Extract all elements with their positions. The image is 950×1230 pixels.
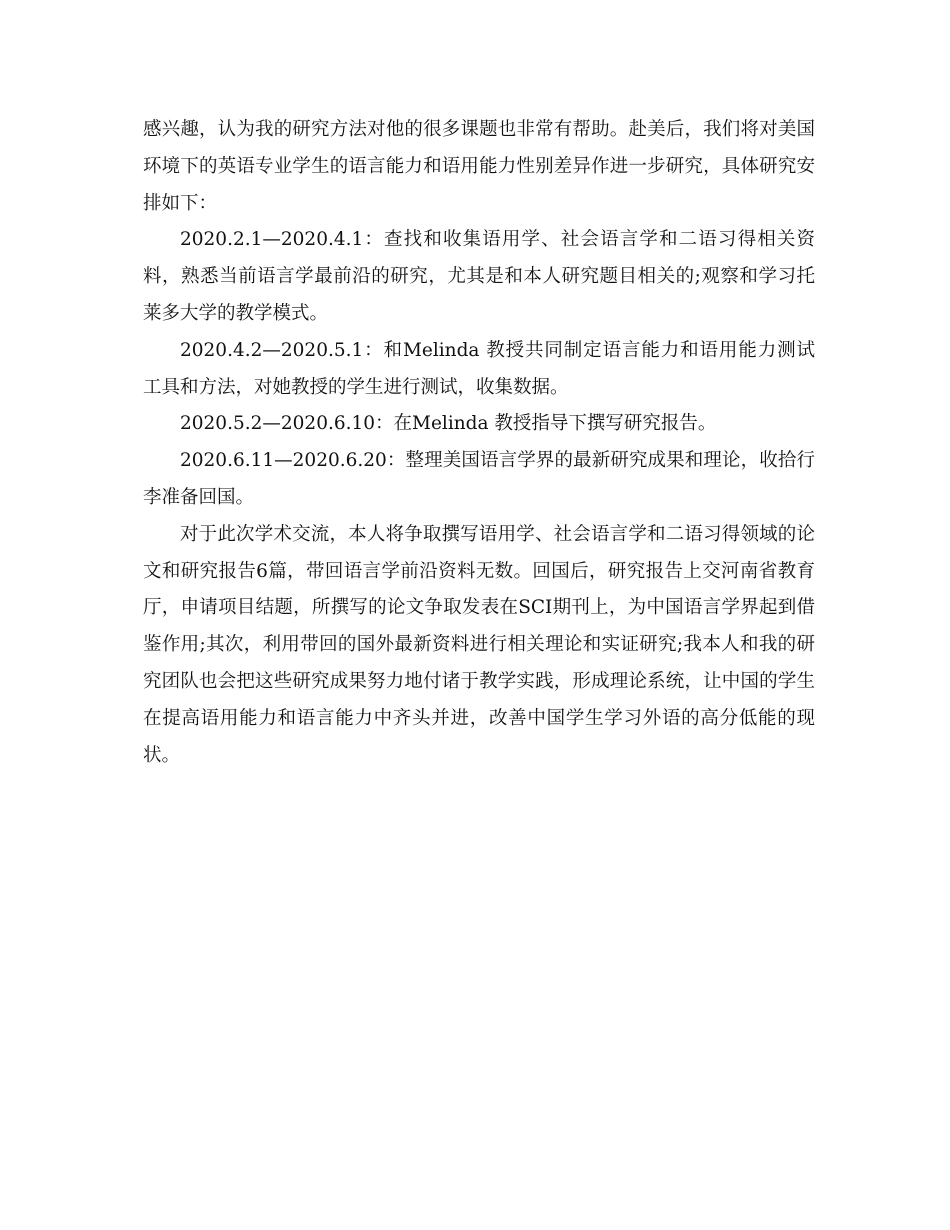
paragraph-schedule-2: 2020.4.2—2020.5.1：和Melinda 教授共同制定语言能力和语用能力测试工具和方法，对她教授的学生进行测试，收集数据。 [143, 339, 815, 398]
paragraph-intro: 感兴趣，认为我的研究方法对他的很多课题也非常有帮助。赴美后，我们将对美国环境下的英语专业学生的语言能力和语用能力性别差异作进一步研究，具体研究安排如下： [143, 119, 815, 214]
paragraph-outcomes: 对于此次学术交流，本人将争取撰写语用学、社会语言学和二语习得领域的论文和研究报告6篇，带回语言学前沿资料无数。回国后，研究报告上交河南省教育厅，申请项目结题，所撰写的论文争取发表在SCI期刊上，为中国语言学界起到借鉴作用;其次，利用带回的国外最新资料进行相关理论和实证研究;我本人和我的研究团队也会把这些研究成果努力地付诸于教学实践，形成理论系统，让中国的学生在提高语用能力和语言能力中齐头并进，改善中国学生学习外语的高分低能的现状。 [143, 523, 815, 766]
paragraph-schedule-3: 2020.5.2—2020.6.10：在Melinda 教授指导下撰写研究报告。 [180, 413, 717, 435]
document-body [143, 112, 815, 774]
paragraph-schedule-1: 2020.2.1—2020.4.1：查找和收集语用学、社会语言学和二语习得相关资料，熟悉当前语言学最前沿的研究，尤其是和本人研究题目相关的;观察和学习托莱多大学的教学模式。 [143, 229, 815, 324]
paragraph-schedule-4: 2020.6.11—2020.6.20：整理美国语言学界的最新研究成果和理论，收拾行李准备回国。 [143, 450, 815, 508]
